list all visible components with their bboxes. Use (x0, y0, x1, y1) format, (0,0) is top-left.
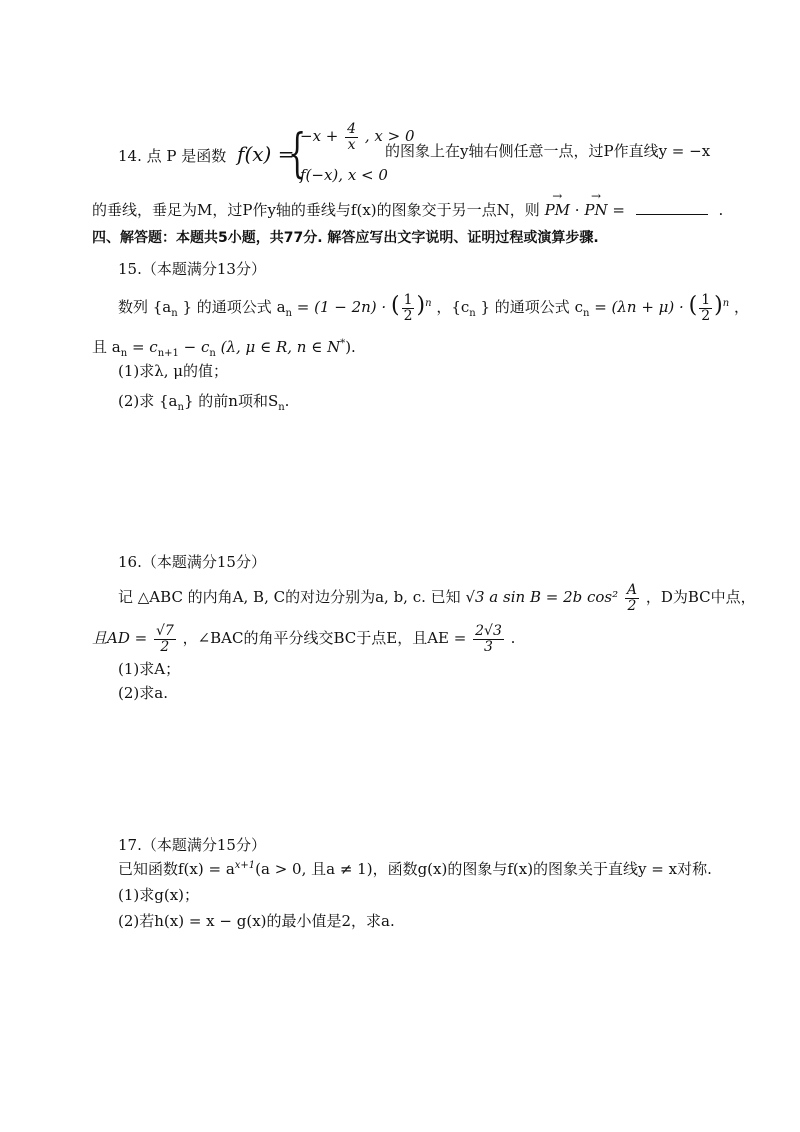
q16-l2-a: 且AD = (92, 629, 152, 648)
paren-open: ( (390, 293, 400, 319)
q14-fraction-num: 4 (347, 121, 357, 137)
q16-frac-num: A (626, 582, 638, 598)
q15-l2-d: (λ, μ ∈ R, n ∈ N (220, 338, 341, 356)
q14-piece-1-fraction (345, 122, 358, 152)
q15-p2-sub-2: n (278, 402, 285, 413)
half-num: 1 (403, 292, 413, 308)
q17-line-1 (118, 860, 712, 878)
vector-pn: → PN (584, 201, 607, 219)
section-heading-4: 四、解答题：本题共5小题，共77分. 解答应写出文字说明、证明过程或演算步骤. (92, 230, 599, 246)
q15-sub-n-3: n (469, 308, 476, 320)
half-den: 2 (403, 307, 413, 324)
q16-frac-den: 2 (627, 597, 637, 614)
q14-tail: 的图象上在y轴右侧任意一点，过P作直线y = −x (385, 142, 711, 160)
half-num-2: 1 (701, 292, 711, 308)
q16-ae-den: 3 (484, 638, 493, 655)
q15-l2-c: − c (183, 338, 210, 356)
q17-part-2: (2)若h(x) = x − g(x)的最小值是2，求a. (118, 912, 395, 930)
dot-operator: · (574, 201, 580, 219)
q15-p2-a: (2)求 {a (118, 392, 178, 410)
vector-pm: → PM (545, 201, 570, 219)
q14-piece-1-a: −x + (300, 127, 339, 146)
q17-part-1: (1)求g(x)； (118, 886, 200, 904)
q16-ae-fraction (473, 624, 504, 654)
q16-line-1 (118, 583, 756, 613)
q14-lead (118, 142, 294, 166)
q14-line-2 (92, 200, 723, 219)
q14-lead-text: 14. 点 P 是函数 (118, 147, 227, 165)
q15-p2-sub: n (177, 402, 184, 413)
q15-line-2 (92, 338, 356, 360)
q16-half-a (625, 583, 639, 613)
q16-l1-a: 记 △ABC 的内角A, B, C的对边分别为a, b, c. 已知 (118, 588, 461, 607)
power-n-2: n (722, 298, 730, 310)
equals-sign: = (612, 201, 625, 219)
q17-exponent: x+1 (234, 860, 256, 871)
q15-l2-sub-n: n (120, 348, 128, 359)
q14-line-2-text: 的垂线，垂足为M，过P作y轴的垂线与f(x)的图象交于另一点N，则 (92, 201, 540, 219)
q15-l1-d: ，{c (436, 298, 470, 317)
half-den-2: 2 (701, 307, 711, 324)
q16-ad-fraction (154, 624, 176, 654)
q15-l2-a: 且 a (92, 338, 121, 356)
q15-l2-sub-n1: n+1 (157, 348, 179, 359)
paren-open-2: ( (688, 293, 698, 319)
paren-close: ) (416, 293, 426, 319)
paren-close-2: ) (714, 293, 723, 319)
q14-piece-2: f(−x), x < 0 (300, 166, 388, 184)
q15-header: 15.（本题满分13分） (118, 260, 266, 278)
q16-l2-c: . (510, 629, 516, 648)
half-fraction (402, 293, 415, 323)
q15-l1-f: = (λn + μ) · (594, 298, 689, 317)
q16-header: 16.（本题满分15分） (118, 553, 266, 571)
q15-l2-b: = c (131, 338, 158, 356)
q16-part-2: (2)求a. (118, 684, 168, 702)
q15-p2-b: } 的前n项和S (183, 392, 279, 410)
q16-l1-c: ，D为BC中点， (645, 588, 756, 607)
q15-p2-c: . (284, 392, 290, 410)
q15-l1-g: ， (733, 298, 749, 317)
q15-l2-star: * (340, 338, 346, 349)
q15-l1-e: } 的通项公式 c (480, 298, 583, 317)
q15-sub-n: n (171, 308, 178, 320)
q15-l1-a: 数列 {a (118, 298, 172, 317)
q16-ad-den: 2 (160, 638, 170, 655)
q15-sub-n-2: n (285, 308, 292, 320)
q16-l1-b: √3 a sin B = 2b cos² (465, 588, 619, 607)
q15-line-1 (118, 293, 749, 323)
q16-line-2 (92, 624, 515, 654)
q16-part-1: (1)求A； (118, 660, 181, 678)
q15-l1-b: } 的通项公式 a (182, 298, 286, 317)
answer-blank[interactable] (636, 200, 708, 215)
q17-l1-a: 已知函数f(x) = a (118, 860, 235, 878)
q15-sub-n-4: n (582, 308, 590, 320)
q15-l2-sub-n-2: n (209, 348, 216, 359)
q14-period: . (718, 201, 724, 219)
q15-part-1: (1)求λ, μ的值； (118, 362, 229, 380)
q17-l1-b: (a > 0, 且a ≠ 1)，函数g(x)的图象与f(x)的图象关于直线y = x对称. (255, 860, 712, 878)
q15-part-2 (118, 392, 289, 414)
half-fraction-2 (699, 293, 712, 323)
piecewise-brace: { (288, 124, 307, 184)
q15-l1-c: = (1 − 2n) · (296, 298, 391, 317)
q16-ae-num: 2√3 (475, 623, 502, 639)
q15-l2-e: ). (345, 338, 356, 356)
q14-piece-1-b: , x > 0 (364, 127, 415, 146)
q16-l2-b: ，∠BAC的角平分线交BC于点E，且AE = (182, 629, 472, 648)
q17-header: 17.（本题满分15分） (118, 836, 266, 854)
q14-fraction-den: x (347, 136, 356, 153)
power-n: n (425, 298, 432, 310)
q16-ad-num: √7 (155, 623, 174, 639)
q14-function-name: f(x) = (237, 142, 295, 166)
